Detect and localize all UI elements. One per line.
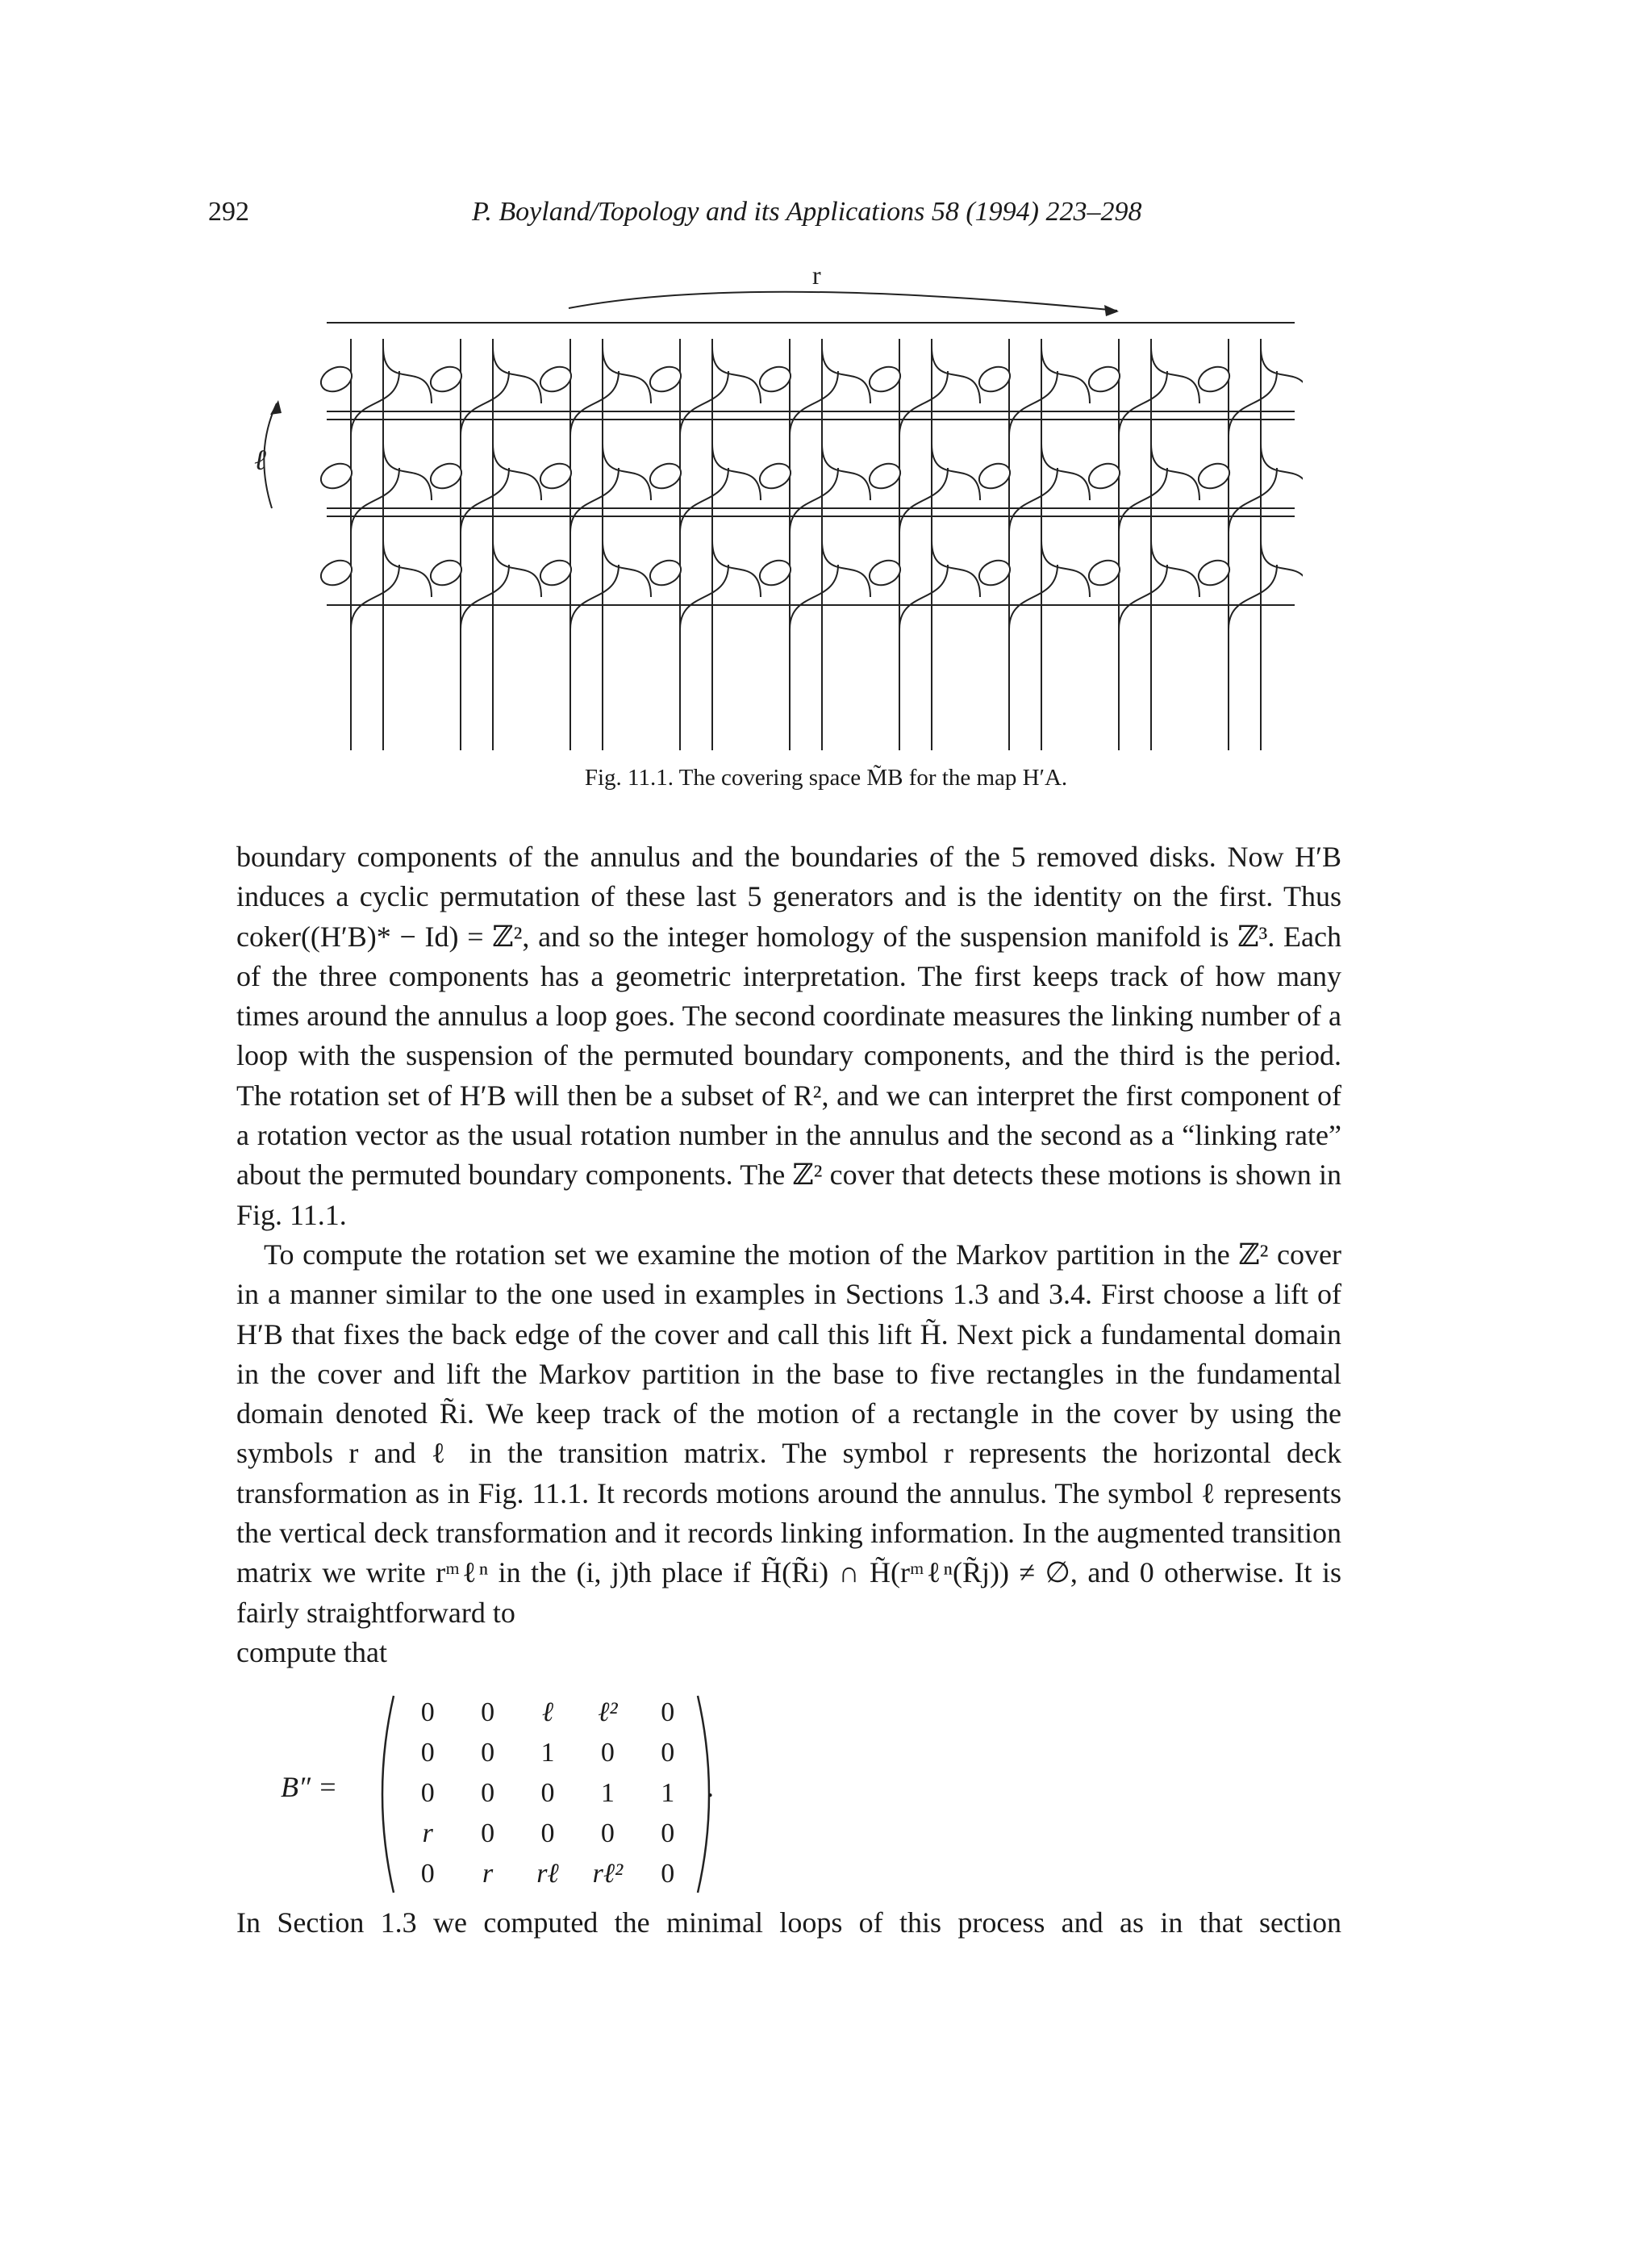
crossing-curve <box>1229 371 1277 436</box>
crossing-curve <box>603 541 651 597</box>
removed-disk <box>536 459 575 493</box>
matrix-cell: 0 <box>540 1778 555 1808</box>
matrix-cell: 0 <box>661 1818 675 1848</box>
crossing-curve <box>1229 565 1277 629</box>
page-header <box>0 197 1652 229</box>
crossing-curve <box>351 565 399 629</box>
removed-disk <box>1085 459 1124 493</box>
matrix-cell: 0 <box>661 1738 675 1768</box>
matrix-cell: 0 <box>420 1697 435 1727</box>
removed-disk <box>427 459 465 493</box>
last-line: In Section 1.3 we computed the minimal loops of this process and as in that section <box>236 1906 1341 1939</box>
removed-disk <box>1195 459 1233 493</box>
crossing-curve <box>1041 444 1090 500</box>
crossing-curve <box>932 541 980 597</box>
covering-space-diagram <box>230 242 1303 758</box>
matrix-cell: rℓ² <box>592 1859 624 1889</box>
matrix-cell: 1 <box>661 1778 675 1808</box>
crossing-curve <box>1041 347 1090 403</box>
removed-disk <box>536 556 575 590</box>
left-paren <box>382 1696 394 1893</box>
arrow-l-head <box>270 400 282 415</box>
matrix-label: B″ = <box>281 1771 338 1803</box>
removed-disk <box>975 459 1014 493</box>
removed-disk <box>646 459 685 493</box>
crossing-curve <box>1119 565 1167 629</box>
crossing-curve <box>932 347 980 403</box>
removed-disk <box>646 362 685 396</box>
removed-disk <box>427 556 465 590</box>
crossing-curve <box>493 541 541 597</box>
crossing-curve <box>1229 468 1277 532</box>
crossing-curve <box>1151 541 1199 597</box>
crossing-curve <box>570 565 619 629</box>
crossing-curve <box>603 347 651 403</box>
matrix-cell: 0 <box>600 1738 615 1768</box>
matrix-cell: ℓ² <box>598 1697 618 1727</box>
crossing-curve <box>712 444 761 500</box>
matrix-cell: 0 <box>481 1697 495 1727</box>
removed-disk <box>756 459 795 493</box>
matrix-cell: r <box>422 1818 433 1848</box>
matrix-cell: 0 <box>420 1738 435 1768</box>
removed-disk <box>1085 362 1124 396</box>
removed-disk <box>866 556 904 590</box>
crossing-curve <box>899 565 948 629</box>
matrix-cell: 0 <box>661 1697 675 1727</box>
matrix-cell: ℓ <box>541 1697 554 1727</box>
crossing-curve <box>1119 468 1167 532</box>
arrow-r-head <box>1104 305 1119 316</box>
crossing-curve <box>383 444 432 500</box>
crossing-curve <box>1009 468 1058 532</box>
figure-caption: Fig. 11.1. The covering space M̃B for the map H′A. <box>584 765 1068 791</box>
crossing-curve <box>899 468 948 532</box>
figure-covering-space <box>230 242 1303 758</box>
crossing-curve <box>932 444 980 500</box>
paragraph-2-end: compute that <box>236 1635 387 1668</box>
body-text <box>236 837 1341 1672</box>
crossing-curve <box>1009 371 1058 436</box>
crossing-curve <box>712 347 761 403</box>
crossing-curve <box>790 468 838 532</box>
crossing-curve <box>493 444 541 500</box>
crossing-curve <box>680 371 728 436</box>
paragraph-2: To compute the rotation set we examine the motion of the Markov partition in the ℤ² cover in a manner similar to the one used in examples in Sections 1.3 and 3.4. First choose a lift of H′B that fixes the back edge of the cover and call this lift H̃. Next pick a fundamental domain in the cover and lift the Markov partition in the base to five rectangles in the fundamental domain denoted R̃i. We keep track of the motion of a rectangle in the cover by using the symbols r and ℓ in the transition matrix. The symbol r represents the horizontal deck transformation as in Fig. 11.1. It records motions around the annulus. The symbol ℓ represents the vertical deck transformation and it records linking information. In the augmented transition matrix we write rᵐℓⁿ in the (i, j)th place if H̃(R̃i) ∩ H̃(rᵐℓⁿ(R̃j)) ≠ ∅, and 0 otherwise. It is fairly straightforward to <box>236 1238 1341 1629</box>
crossing-curve <box>822 541 870 597</box>
matrix-period: . <box>707 1771 714 1803</box>
crossing-curve <box>461 468 509 532</box>
lattice-grid <box>317 323 1303 750</box>
crossing-curve <box>712 541 761 597</box>
crossing-curve <box>351 468 399 532</box>
removed-disk <box>756 556 795 590</box>
paragraph-1: boundary components of the annulus and the boundaries of the 5 removed disks. Now H′B induces a cyclic permutation of these last 5 generators and is the identity on the first. Thus coker((H′B)* − Id) = ℤ², and so the integer homology of the suspension manifold is ℤ³. Each of the three components has a geometric interpretation. The first keeps track of how many times around the annulus a loop goes. The second coordinate measures the linking number of a loop with the suspension of the permuted boundary components, and the third is the period. The rotation set of H′B will then be a subset of R², and we can interpret the first component of a rotation vector as the usual rotation number in the annulus and the second as a “linking rate” about the permuted boundary components. The ℤ² cover that detects these motions is shown in Fig. 11.1. <box>236 841 1341 1231</box>
crossing-curve <box>790 565 838 629</box>
matrix-cell: 0 <box>661 1859 675 1889</box>
crossing-curve <box>570 371 619 436</box>
removed-disk <box>866 362 904 396</box>
removed-disk <box>317 556 356 590</box>
arrow-r-line <box>569 292 1117 311</box>
crossing-curve <box>383 347 432 403</box>
matrix-grid <box>398 1693 698 1896</box>
label-l: ℓ <box>254 444 266 476</box>
removed-disk <box>646 556 685 590</box>
removed-disk <box>866 459 904 493</box>
crossing-curve <box>899 371 948 436</box>
crossing-curve <box>680 565 728 629</box>
matrix-cell: 1 <box>540 1738 555 1768</box>
matrix-cell: 1 <box>600 1778 615 1808</box>
crossing-curve <box>570 468 619 532</box>
matrix-equation <box>281 1693 716 1896</box>
crossing-curve <box>1009 565 1058 629</box>
crossing-curve <box>790 371 838 436</box>
running-head: P. Boyland/Topology and its Applications 58 (1994) 223–298 <box>472 197 1142 227</box>
matrix-cell: 0 <box>481 1818 495 1848</box>
crossing-curve <box>493 347 541 403</box>
removed-disk <box>536 362 575 396</box>
matrix-cell: 0 <box>600 1818 615 1848</box>
matrix-cell: 0 <box>420 1778 435 1808</box>
crossing-curve <box>1151 347 1199 403</box>
removed-disk <box>1195 362 1233 396</box>
crossing-curve <box>1151 444 1199 500</box>
crossing-curve <box>461 371 509 436</box>
removed-disk <box>317 362 356 396</box>
matrix-cell: 0 <box>540 1818 555 1848</box>
removed-disk <box>975 556 1014 590</box>
removed-disk <box>756 362 795 396</box>
crossing-curve <box>680 468 728 532</box>
crossing-curve <box>461 565 509 629</box>
removed-disk <box>1195 556 1233 590</box>
label-r: r <box>812 261 821 290</box>
matrix-cell: 0 <box>481 1778 495 1808</box>
crossing-curve <box>822 347 870 403</box>
crossing-curve <box>822 444 870 500</box>
crossing-curve <box>603 444 651 500</box>
matrix-cell: r <box>482 1859 494 1889</box>
crossing-curve <box>1119 371 1167 436</box>
matrix-cell: rℓ <box>536 1859 559 1889</box>
page-number: 292 <box>208 197 249 227</box>
removed-disk <box>975 362 1014 396</box>
crossing-curve <box>351 371 399 436</box>
removed-disk <box>317 459 356 493</box>
matrix-cell: 0 <box>481 1738 495 1768</box>
removed-disk <box>1085 556 1124 590</box>
crossing-curve <box>383 541 432 597</box>
removed-disk <box>427 362 465 396</box>
matrix-cell: 0 <box>420 1859 435 1889</box>
crossing-curve <box>1041 541 1090 597</box>
